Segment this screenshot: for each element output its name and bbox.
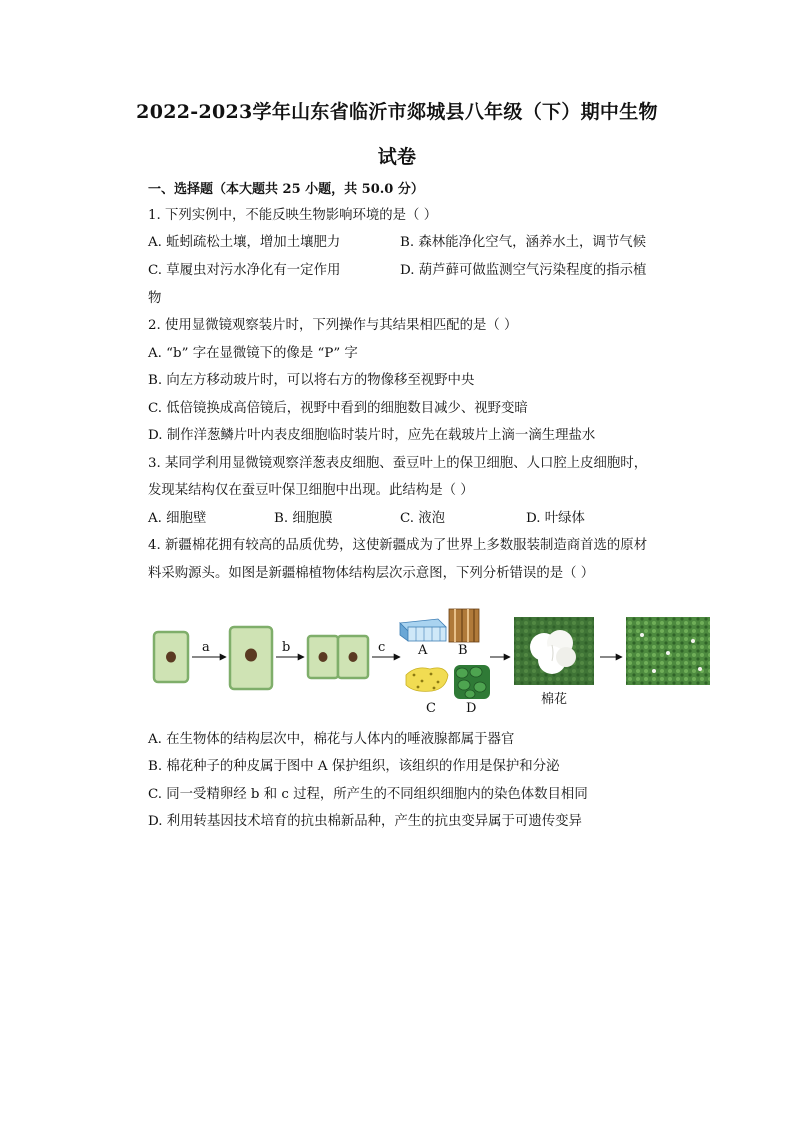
cotton-field-image [626, 617, 710, 685]
q2-stem: 2. 使用显微镜观察装片时，下列操作与其结果相匹配的是（ ） [148, 318, 518, 333]
arrow-b-label: b [282, 640, 291, 655]
cotton-boll-image [514, 617, 594, 685]
enlarged-cell [230, 627, 272, 689]
q4-structure-diagram [148, 605, 713, 715]
q1-option-c: C. 草履虫对污水净化有一定作用 [148, 263, 341, 278]
single-cell [154, 632, 188, 682]
tissue-d-label: D [466, 701, 477, 716]
tissue-b-conducting [449, 609, 479, 642]
section-heading: 一、选择题（本大题共 25 小题，共 50.0 分） [148, 182, 424, 197]
divided-cells [308, 636, 368, 678]
tissue-d-green [454, 665, 490, 699]
organ-label-cotton: 棉花 [541, 692, 568, 707]
q3-stem-line2: 发现某结构仅在蚕豆叶保卫细胞中出现。此结构是（ ） [148, 483, 474, 498]
q2-option-c: C. 低倍镜换成高倍镜后，视野中看到的细胞数目减少、视野变暗 [148, 401, 528, 416]
q4-option-c: C. 同一受精卵经 b 和 c 过程，所产生的不同组织细胞内的染色体数目相同 [148, 787, 588, 802]
tissue-c-label: C [426, 701, 436, 716]
exam-title-line2: 试卷 [377, 146, 417, 168]
q4-option-b: B. 棉花种子的种皮属于图中 A 保护组织，该组织的作用是保护和分泌 [148, 759, 560, 774]
tissue-b-label: B [458, 643, 468, 658]
q2-option-b: B. 向左方移动玻片时，可以将右方的物像移至视野中央 [148, 373, 475, 388]
q3-option-c: C. 液泡 [400, 511, 446, 526]
arrow-a-label: a [202, 640, 210, 655]
tissue-a-label: A [418, 643, 428, 658]
q4-stem-line1: 4. 新疆棉花拥有较高的品质优势，这使新疆成为了世界上多数服装制造商首选的原材 [148, 538, 648, 553]
tissue-c-nutrient [406, 668, 448, 692]
q4-stem-line2: 料采购源头。如图是新疆棉植物体结构层次示意图，下列分析错误的是（ ） [148, 566, 595, 581]
q1-option-a: A. 蚯蚓疏松土壤，增加土壤肥力 [148, 235, 341, 250]
q2-option-d: D. 制作洋葱鳞片叶内表皮细胞临时装片时，应先在载玻片上滴一滴生理盐水 [148, 428, 596, 443]
arrow-c-label: c [378, 640, 386, 655]
q3-stem-line1: 3. 某同学利用显微镜观察洋葱表皮细胞、蚕豆叶上的保卫细胞、人口腔上皮细胞时， [148, 456, 648, 471]
q4-option-a: A. 在生物体的结构层次中，棉花与人体内的唾液腺都属于器官 [148, 732, 515, 747]
q3-option-a: A. 细胞壁 [148, 511, 207, 526]
tissue-a-protective [400, 619, 446, 641]
q1-option-d: D. 葫芦藓可做监测空气污染程度的指示植 [400, 263, 647, 278]
q1-stem: 1. 下列实例中，不能反映生物影响环境的是（ ） [148, 208, 438, 223]
q4-option-d: D. 利用转基因技术培育的抗虫棉新品种，产生的抗虫变异属于可遗传变异 [148, 814, 582, 829]
q3-option-b: B. 细胞膜 [274, 511, 333, 526]
q2-option-a: A. “b” 字在显微镜下的像是 “P” 字 [148, 346, 358, 361]
q3-option-d: D. 叶绿体 [526, 511, 585, 526]
q1-option-b: B. 森林能净化空气，涵养水土，调节气候 [400, 235, 646, 250]
exam-title-line1: 2022-2023学年山东省临沂市郯城县八年级（下）期中生物 [136, 101, 658, 123]
q1-option-d-continued: 物 [148, 291, 162, 306]
